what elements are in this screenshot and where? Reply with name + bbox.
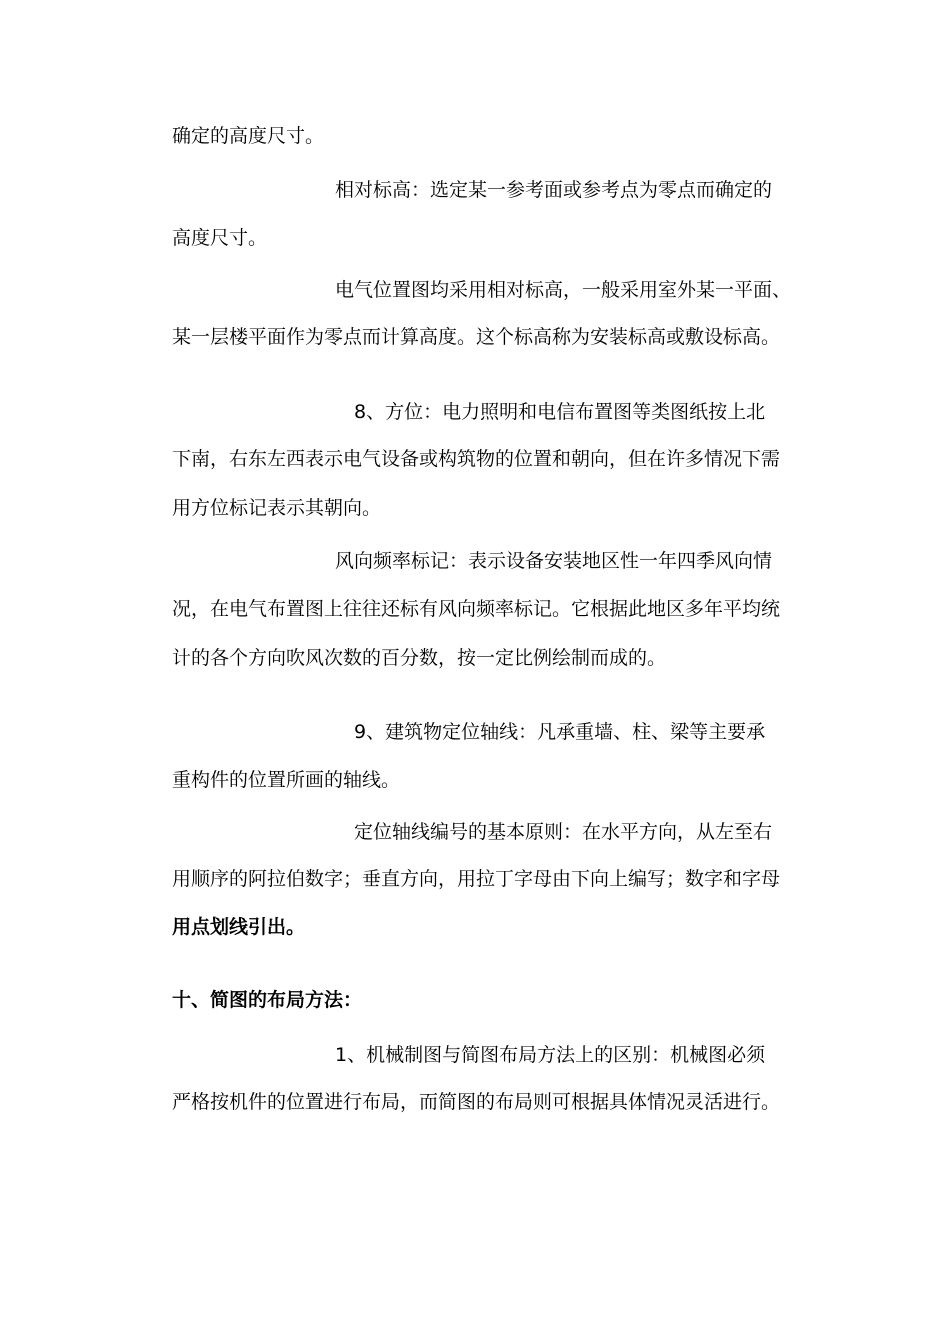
text-line: 下南，右东左西表示电气设备或构筑物的位置和朝向，但在许多情况下需 (172, 448, 781, 470)
text-line: 定位轴线编号的基本原则：在水平方向，从左至右 (354, 821, 773, 843)
text-line: 重构件的位置所画的轴线。 (172, 769, 401, 791)
text-line: 严格按机件的位置进行布局，而简图的布局则可根据具体情况灵活进行。 (172, 1091, 781, 1113)
text-line: 电气位置图均采用相对标高，一般采用室外某一平面、 (335, 279, 792, 301)
text-line: 1、机械制图与简图布局方法上的区别：机械图必须 (335, 1044, 766, 1066)
text-line: 风向频率标记：表示设备安装地区性一年四季风向情 (335, 550, 773, 572)
text-line: 某一层楼平面作为零点而计算高度。这个标高称为安装标高或敷设标高。 (172, 326, 781, 348)
text-line: 用方位标记表示其朝向。 (172, 497, 382, 519)
text-line: 8、方位：电力照明和电信布置图等类图纸按上北 (354, 401, 766, 423)
text-line: 况，在电气布置图上往往还标有风向频率标记。它根据此地区多年平均统 (172, 598, 781, 620)
text-line: 相对标高：选定某一参考面或参考点为零点而确定的 (335, 179, 773, 201)
text-line: 高度尺寸。 (172, 227, 268, 249)
text-line: 计的各个方向吹风次数的百分数，按一定比例绘制而成的。 (172, 647, 667, 669)
text-line: 用点划线引出。 (172, 916, 306, 938)
section-heading: 十、简图的布局方法： (172, 989, 363, 1011)
text-line: 9、建筑物定位轴线：凡承重墙、柱、梁等主要承 (354, 721, 766, 743)
text-line: 确定的高度尺寸。 (172, 125, 325, 147)
text-line: 用顺序的阿拉伯数字；垂直方向，用拉丁字母由下向上编写；数字和字母 (172, 868, 781, 890)
